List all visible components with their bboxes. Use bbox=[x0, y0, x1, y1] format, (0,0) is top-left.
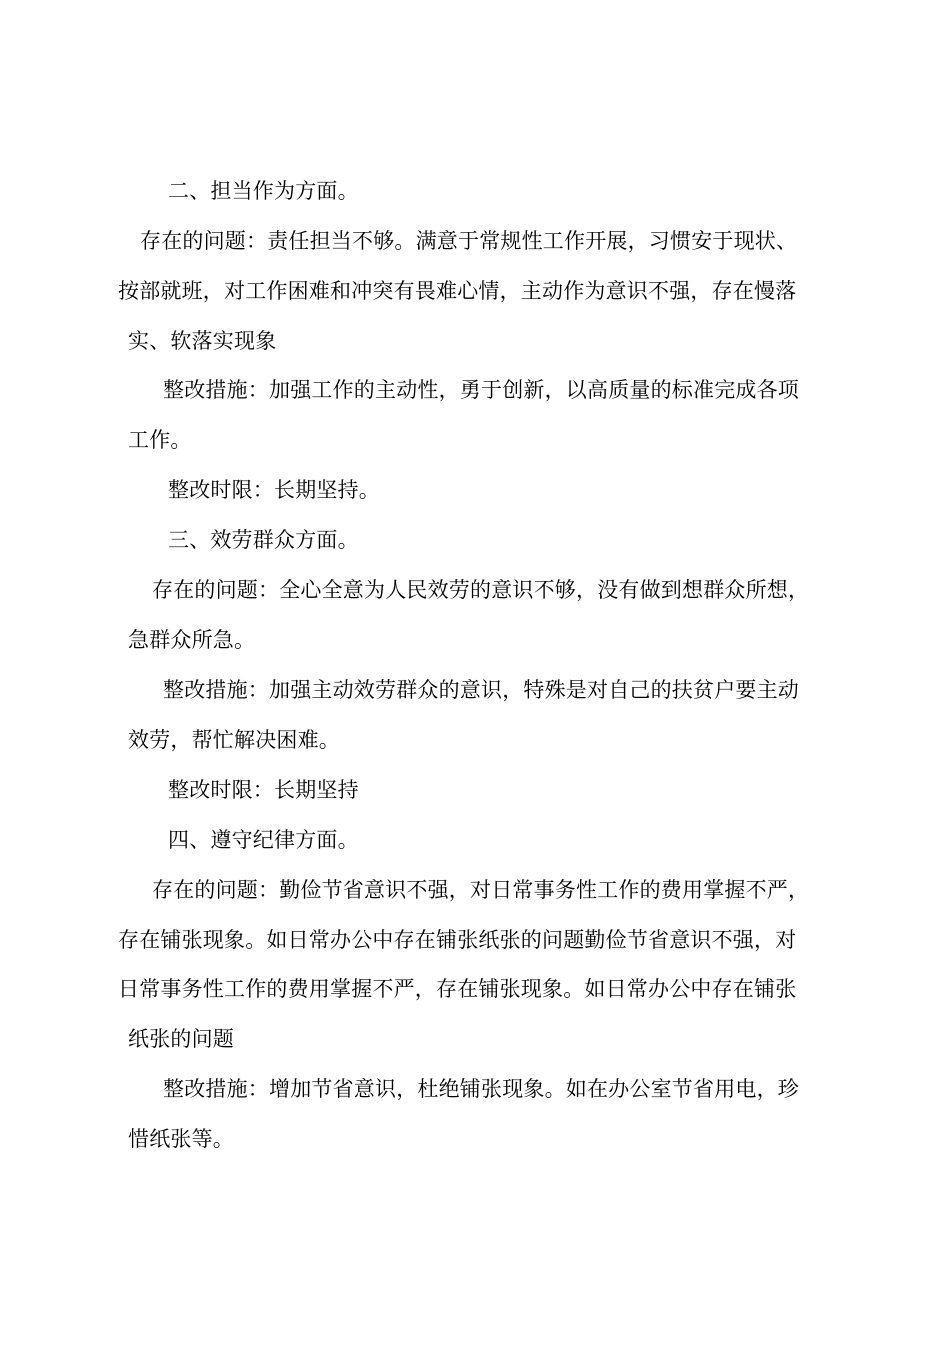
problem-line: 存在的问题：责任担当不够。满意于常规性工作开展，习惯安于现状、 bbox=[140, 229, 798, 253]
measure-line: 效劳，帮忙解决困难。 bbox=[128, 728, 340, 752]
problem-line: 实、软落实现象 bbox=[128, 329, 277, 353]
problem-line: 纸张的问题 bbox=[128, 1027, 234, 1051]
problem-line: 日常事务性工作的费用掌握不严，存在铺张现象。如日常办公中存在铺张 bbox=[118, 977, 797, 1001]
measure-line: 整改措施：加强工作的主动性，勇于创新，以高质量的标准完成各项 bbox=[163, 378, 799, 402]
problem-line: 存在的问题：全心全意为人民效劳的意识不够，没有做到想群众所想， bbox=[152, 578, 810, 602]
problem-line: 存在铺张现象。如日常办公中存在铺张纸张的问题勤俭节省意识不强，对 bbox=[118, 928, 797, 952]
measure-line: 惜纸张等。 bbox=[128, 1127, 234, 1151]
measure-line: 整改措施：加强主动效劳群众的意识，特殊是对自己的扶贫户要主动 bbox=[163, 678, 799, 702]
section-heading: 三、效劳群众方面。 bbox=[168, 528, 359, 552]
problem-line: 按部就班，对工作困难和冲突有畏难心情，主动作为意识不强，存在慢落 bbox=[118, 279, 797, 303]
measure-line: 整改措施：增加节省意识，杜绝铺张现象。如在办公室节省用电，珍 bbox=[163, 1077, 799, 1101]
section-heading: 二、担当作为方面。 bbox=[168, 179, 359, 203]
problem-line: 急群众所急。 bbox=[128, 628, 256, 652]
measure-line: 工作。 bbox=[128, 428, 192, 452]
problem-line: 存在的问题：勤俭节省意识不强，对日常事务性工作的费用掌握不严， bbox=[152, 878, 810, 902]
deadline-line: 整改时限：长期坚持。 bbox=[168, 478, 380, 502]
deadline-line: 整改时限：长期坚持 bbox=[168, 778, 359, 802]
section-heading: 四、遵守纪律方面。 bbox=[168, 828, 359, 852]
